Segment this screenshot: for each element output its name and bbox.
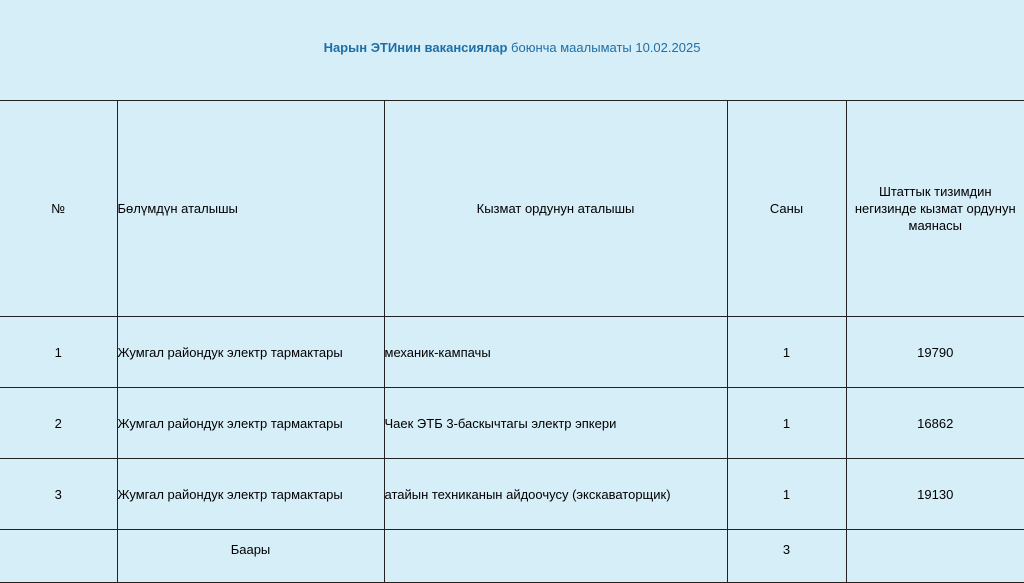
table-row [0,459,1024,530]
vacancies-table [0,100,1024,583]
title-bold: Нарын ЭТИнин вакансиялар [324,40,508,55]
total-count: 3 [727,530,846,583]
table-total-row [0,530,1024,583]
total-empty-position [384,530,727,583]
row-dept: Жумгал райондук электр тармактары [117,317,384,388]
row-count: 1 [727,317,846,388]
row-count: 1 [727,388,846,459]
header-num: № [0,101,117,317]
header-position: Кызмат ордунун аталышы [384,101,727,317]
row-salary: 19130 [846,459,1024,530]
page-title [0,40,1024,55]
total-label: Баары [117,530,384,583]
row-count: 1 [727,459,846,530]
header-salary [846,101,1024,317]
total-empty [0,530,117,583]
header-dept: Бөлүмдүн аталышы [117,101,384,317]
table-row [0,317,1024,388]
header-salary-text: Штаттык тизимдин негизинде кызмат ордунун маянасы [847,183,1024,234]
table-row [0,388,1024,459]
row-dept: Жумгал райондук электр тармактары [117,459,384,530]
row-salary: 19790 [846,317,1024,388]
row-num: 1 [0,317,117,388]
row-num: 3 [0,459,117,530]
row-position: атайын техниканын айдоочусу (экскаваторщик) [384,459,727,530]
row-dept: Жумгал райондук электр тармактары [117,388,384,459]
row-position: Чаек ЭТБ 3-баскычтагы электр эпкери [384,388,727,459]
title-rest: боюнча маалыматы 10.02.2025 [507,40,700,55]
row-salary: 16862 [846,388,1024,459]
row-num: 2 [0,388,117,459]
row-position: механик-кампачы [384,317,727,388]
table-header-row [0,101,1024,317]
total-empty-salary [846,530,1024,583]
header-count: Саны [727,101,846,317]
